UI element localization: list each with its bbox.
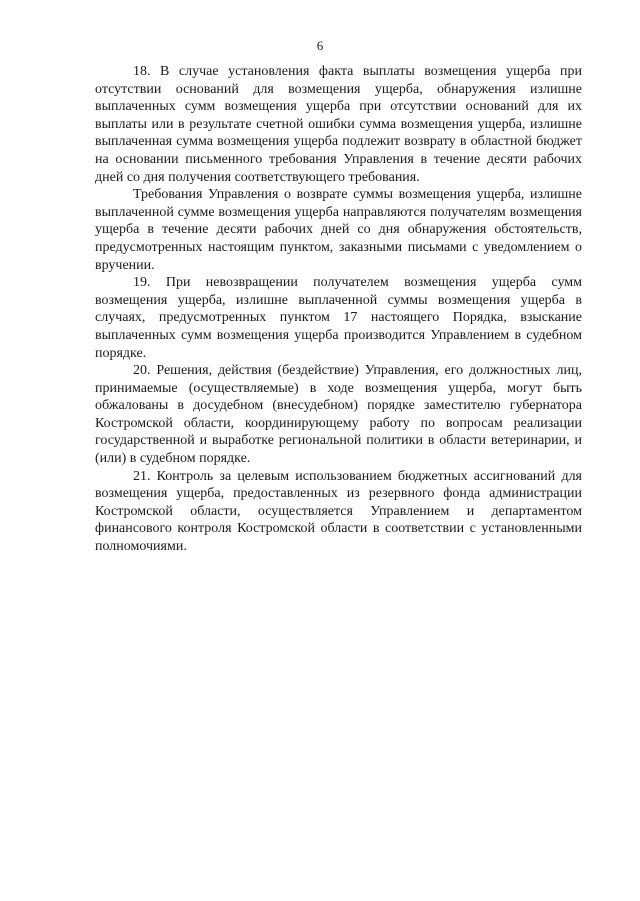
page-number: 6	[316, 38, 324, 53]
paragraph-19: 19. При невозвращении получателем возмещения ущерба сумм возмещения ущерба, излишне выплаченной суммы возмещения ущерба в случаях, предусмотренных пунктом 17 настоящего Порядка, взыскание выплаченных сумм возмещения ущерба производится Управлением в судебном порядке.	[95, 275, 582, 361]
document-body	[95, 63, 582, 556]
paragraph-21: 21. Контроль за целевым использованием бюджетных ассигнований для возмещения ущерба, предоставленных из резервного фонда администрации Костромской области, осуществляется Управлением и департаментом финансового контроля Костромской области в соответствии с установленными полномочиями.	[95, 468, 582, 555]
paragraph-18: 18. В случае установления факта выплаты возмещения ущерба при отсутствии оснований для возмещения ущерба, обнаружения излишне выплаченных сумм возмещения ущерба при отсутствии оснований для их выплаты или в результате счетной ошибки сумма возмещения ущерба, излишне выплаченная сумма возмещения ущерба подлежит возврату в областной бюджет на основании письменного требования Управления в течение десяти рабочих дней со дня получения соответствующего требования.	[95, 64, 582, 185]
paragraph-20: 20. Решения, действия (бездействие) Управления, его должностных лиц, принимаемые (осуществляемые) в ходе возмещения ущерба, могут быть обжалованы в досудебном (внесудебном) порядке заместителю губернатора Костромской области, координирующему работу по вопросам реализации государственной и выработке региональной политики в области ветеринарии, и (или) в судебном порядке.	[95, 363, 582, 467]
paragraph-18-requirements: Требования Управления о возврате суммы возмещения ущерба, излишне выплаченной сумме возмещения ущерба направляются получателям возмещения ущерба в течение десяти рабочих дней со дня обнаружения обстоятельств, предусмотренных настоящим пунктом, заказными письмами с уведомлением о вручении.	[95, 187, 582, 273]
